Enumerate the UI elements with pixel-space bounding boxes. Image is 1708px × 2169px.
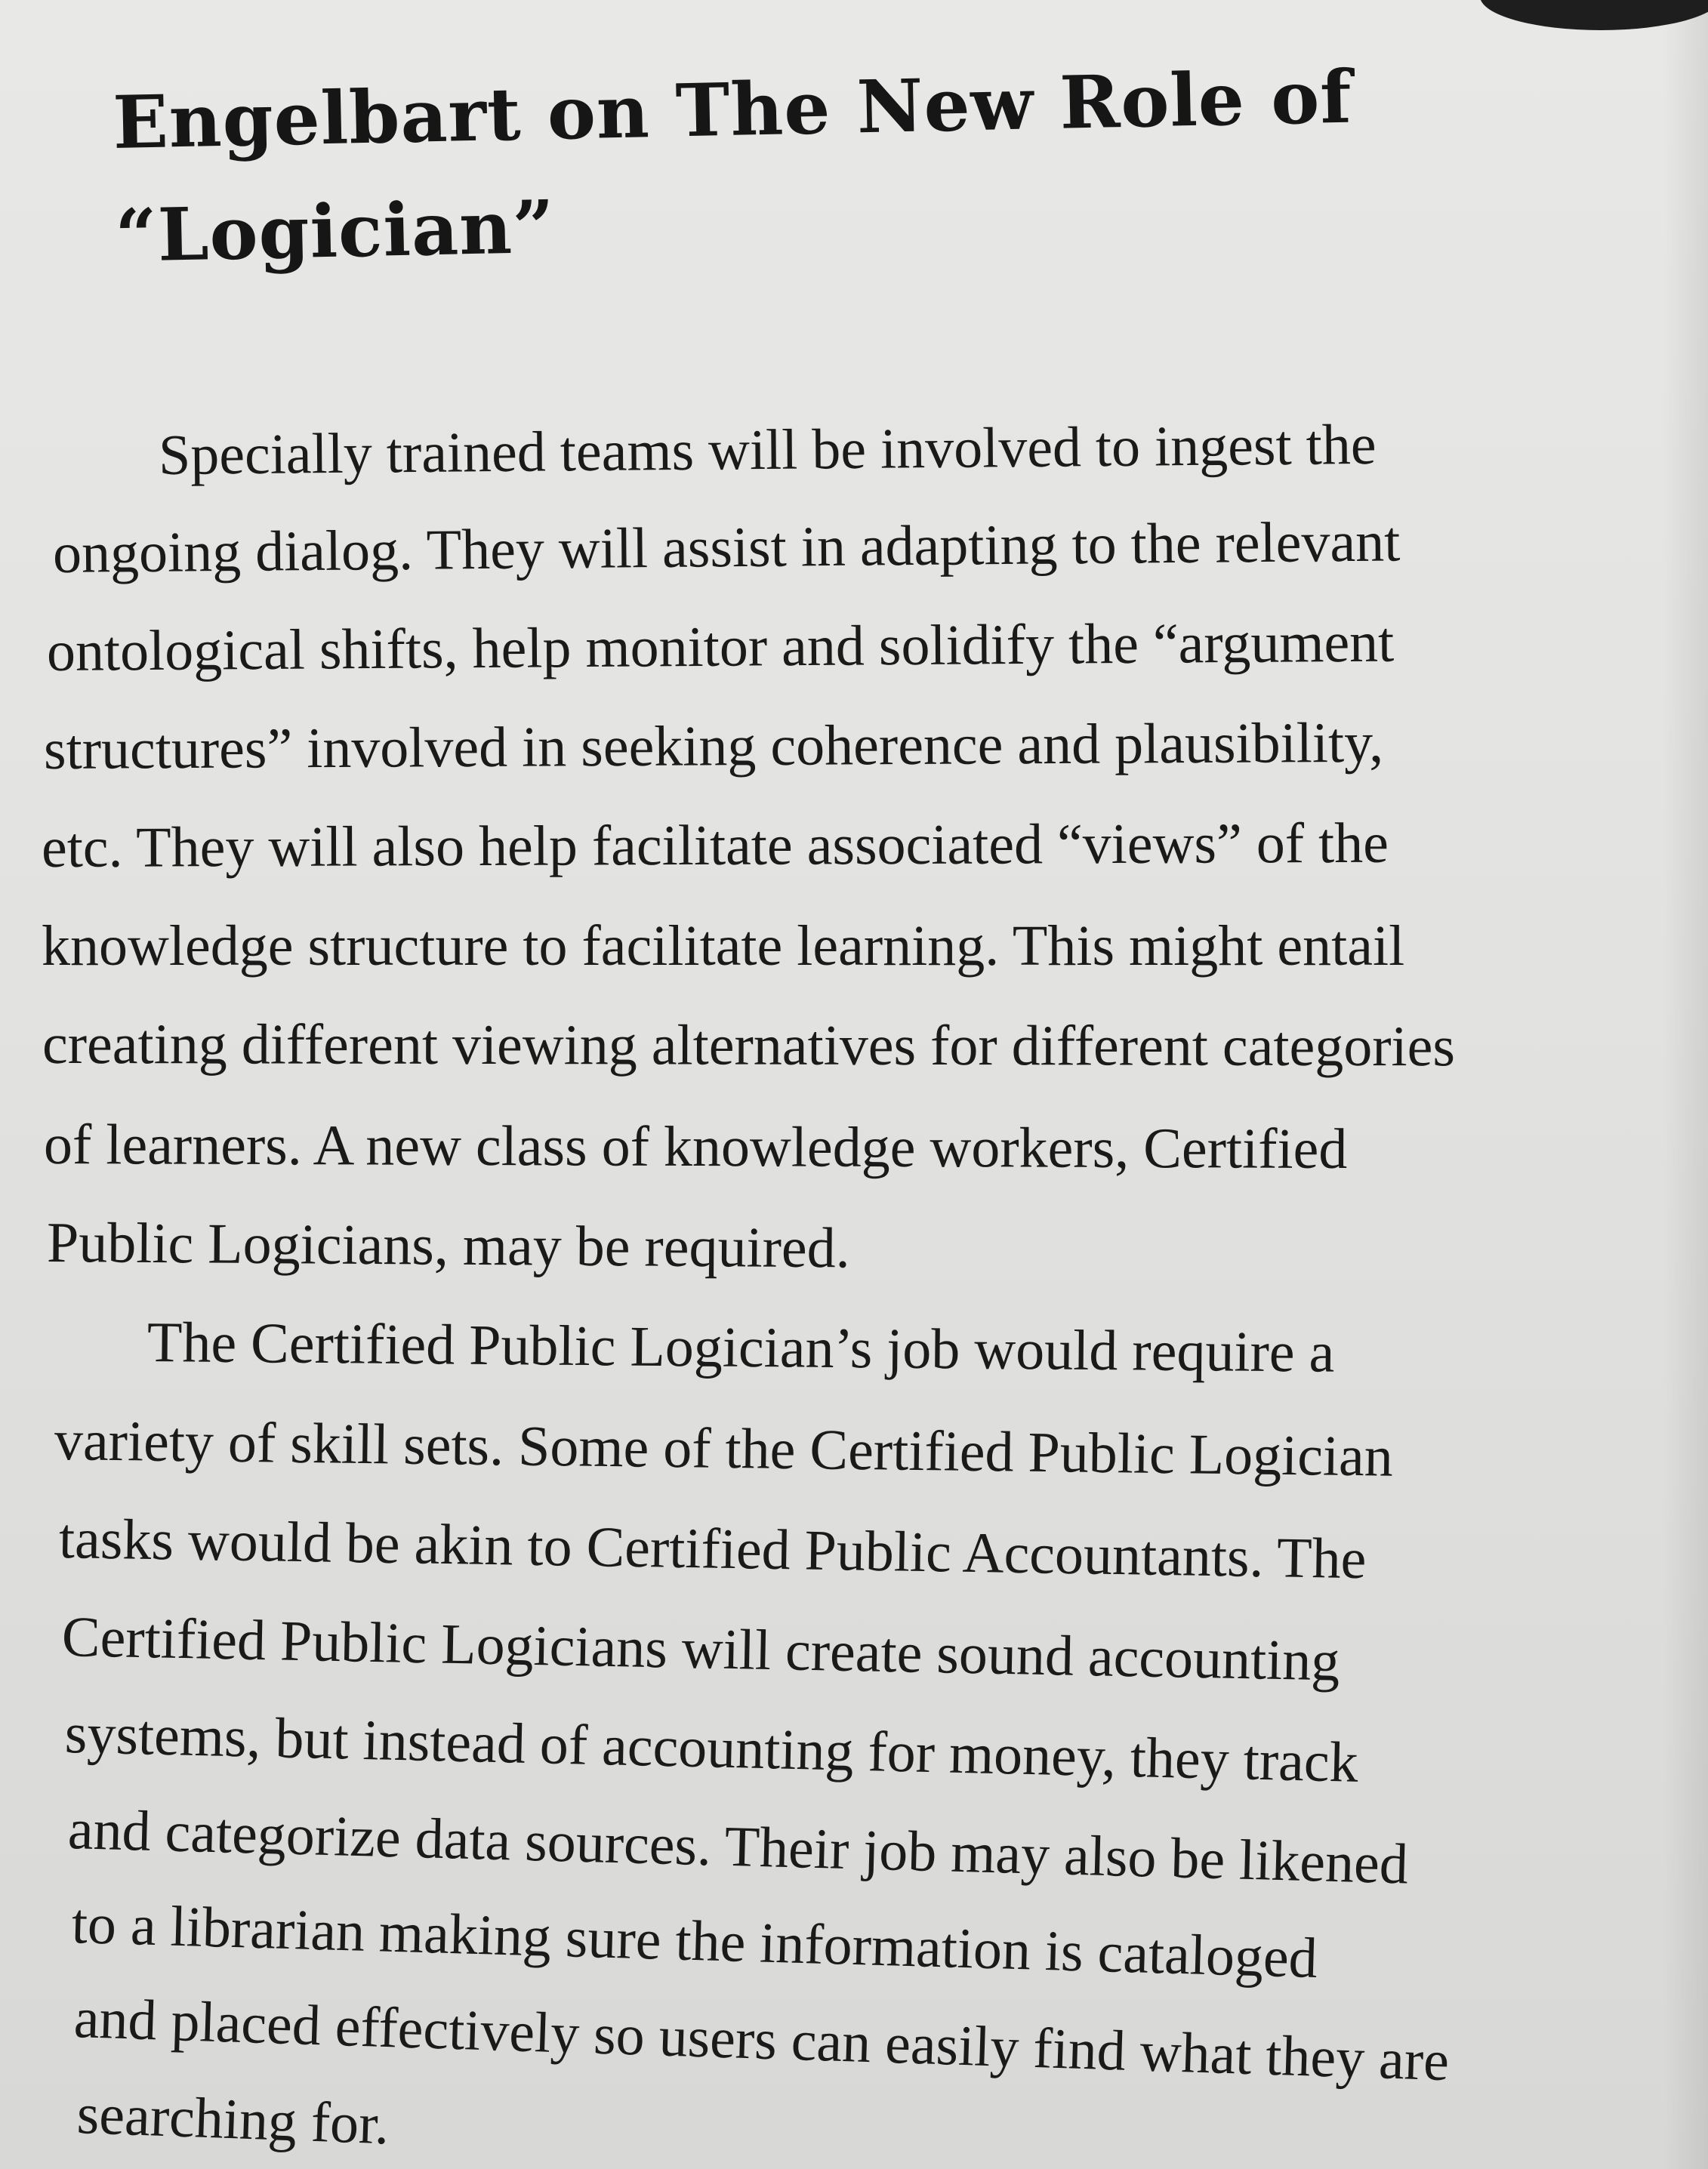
paragraph-1-line: of learners. A new class of knowledge workers, Certified xyxy=(43,1113,1348,1182)
paragraph-1-line: Specially trained teams will be involved to ingest the xyxy=(158,412,1377,487)
paragraph-2-line: tasks would be akin to Certified Public Accountants. The xyxy=(58,1507,1367,1591)
paragraph-1-line: creating different viewing alternatives for different categories xyxy=(42,1012,1456,1079)
paragraph-1-line: Public Logicians, may be required. xyxy=(46,1211,850,1280)
paragraph-1-line: ontological shifts, help monitor and solidify the “argument xyxy=(46,610,1395,683)
paragraph-1-line: structures” involved in seeking coherence and plausibility, xyxy=(43,710,1384,781)
paragraph-2-line: and placed effectively so users can easily find what they are xyxy=(72,1986,1451,2094)
paragraph-2-line: and categorize data sources. Their job may also be likened xyxy=(66,1798,1409,1896)
heading-line-1: Engelbart on The New Role of xyxy=(112,54,1353,165)
paragraph-2-line: variety of skill sets. Some of the Certified Public Logician xyxy=(54,1409,1394,1489)
paragraph-2-line: Certified Public Logicians will create sound accounting xyxy=(61,1605,1341,1693)
heading-line-2: “Logician” xyxy=(114,183,556,279)
paragraph-1-line: etc. They will also help facilitate associated “views” of the xyxy=(41,811,1389,880)
paragraph-2-line: systems, but instead of accounting for money, they track xyxy=(64,1702,1359,1795)
paragraph-2-line: searching for. xyxy=(76,2082,390,2157)
paragraph-2-line: The Certified Public Logician’s job would require a xyxy=(146,1311,1335,1385)
paragraph-2-line: to a librarian making sure the information is cataloged xyxy=(70,1892,1318,1991)
paragraph-1-line: ongoing dialog. They will assist in adapting to the relevant xyxy=(52,510,1401,585)
paragraph-1-line: knowledge structure to facilitate learning. This might entail xyxy=(42,914,1405,978)
